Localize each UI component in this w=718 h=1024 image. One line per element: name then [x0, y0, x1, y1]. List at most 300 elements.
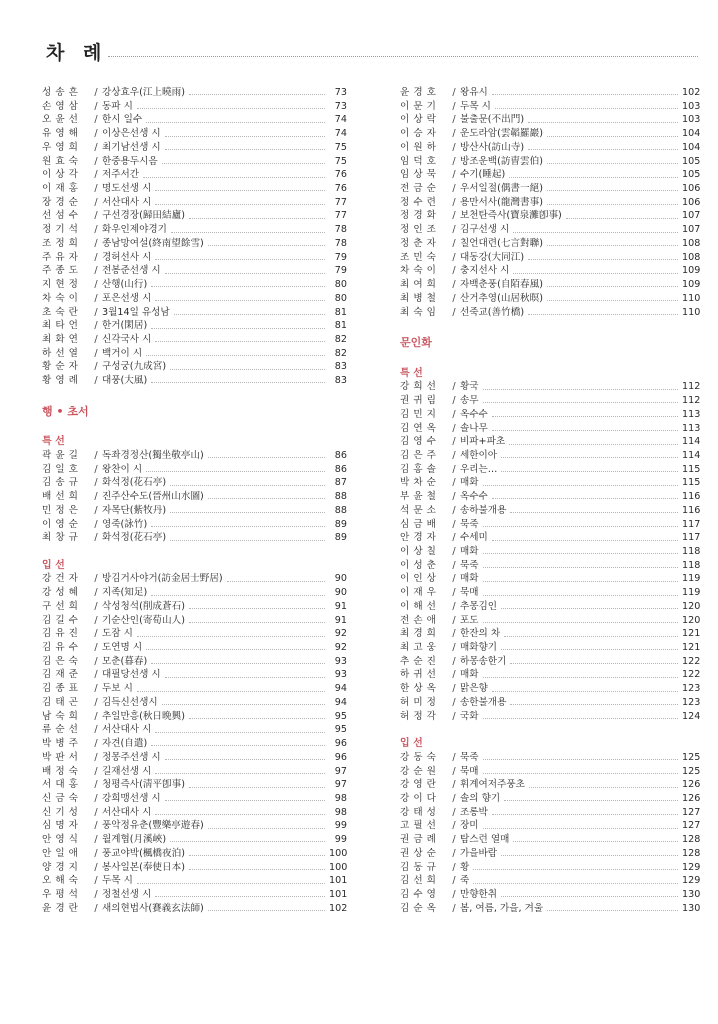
toc-entry	[400, 463, 700, 477]
dot-leader	[547, 190, 678, 191]
entry-artist-name: 최 경 희	[400, 628, 437, 640]
entry-separator: /	[94, 210, 98, 222]
entry-title: 영죽(詠竹)	[102, 518, 148, 530]
entry-separator: /	[94, 155, 98, 167]
entry-page-number: 120	[682, 614, 701, 626]
entry-page-number: 125	[682, 751, 701, 763]
toc-entry	[42, 141, 347, 155]
entry-artist-name: 허 정 각	[400, 710, 437, 722]
entry-page-number: 127	[682, 820, 701, 832]
entry-separator: /	[94, 806, 98, 818]
entry-page-number: 83	[334, 361, 347, 373]
entry-page-number: 107	[682, 210, 701, 222]
entry-artist-name: 김 민 지	[400, 408, 437, 420]
toc-entry	[42, 113, 347, 127]
dot-leader	[155, 204, 325, 205]
entry-title: 탐스런 열매	[460, 834, 510, 846]
entry-artist-name: 최 병 철	[400, 292, 437, 304]
entry-artist-name: 하 귀 선	[400, 669, 437, 681]
entry-title: 휘계여저주풍초	[460, 779, 525, 791]
toc-entry	[400, 422, 700, 436]
toc-entry	[42, 819, 347, 833]
entry-page-number: 123	[682, 696, 701, 708]
entry-title: 자견(自遣)	[102, 738, 148, 750]
dot-leader	[566, 218, 678, 219]
entry-separator: /	[452, 436, 456, 448]
entry-artist-name: 강 영 란	[400, 779, 437, 791]
entry-separator: /	[94, 655, 98, 667]
entry-separator: /	[94, 587, 98, 599]
toc-entry	[42, 347, 347, 361]
toc-entry	[42, 196, 347, 210]
toc-entry	[400, 113, 700, 127]
dot-leader	[155, 341, 325, 342]
entry-separator: /	[452, 491, 456, 503]
entry-page-number: 81	[334, 320, 347, 332]
entry-title: 한잔의 차	[460, 628, 501, 640]
entry-page-number: 90	[334, 573, 347, 585]
dot-leader	[547, 163, 678, 164]
entry-title: 두목 시	[460, 100, 491, 112]
entry-title: 길재선생 시	[102, 765, 152, 777]
category-heading: 행 • 초서	[42, 404, 89, 418]
entry-page-number: 118	[682, 546, 701, 557]
entry-separator: /	[452, 861, 456, 873]
dot-leader	[165, 273, 325, 274]
dot-leader	[509, 177, 678, 178]
dot-leader	[501, 855, 678, 856]
dot-leader	[483, 718, 678, 719]
entry-separator: /	[452, 710, 456, 722]
dot-leader	[165, 136, 325, 137]
entry-title: 불출문(不出門)	[460, 114, 525, 126]
entry-separator: /	[94, 600, 98, 612]
entry-separator: /	[452, 141, 456, 153]
toc-entry	[400, 86, 700, 100]
entry-separator: /	[94, 279, 98, 291]
entry-title: 송무	[460, 395, 479, 407]
dot-leader	[492, 814, 678, 815]
dot-leader	[483, 622, 678, 623]
toc-entry	[42, 223, 347, 237]
entry-title: 수세미	[460, 532, 488, 544]
entry-title: 묵죽	[460, 518, 479, 530]
entry-page-number: 112	[682, 395, 701, 407]
entry-page-number: 122	[682, 669, 701, 681]
entry-separator: /	[452, 306, 456, 318]
entry-page-number: 101	[329, 875, 348, 887]
entry-separator: /	[94, 183, 98, 195]
entry-artist-name: 강 희 선	[400, 381, 437, 393]
entry-title: 독좌경정산(獨坐敬亭山)	[102, 449, 204, 461]
dot-leader	[189, 218, 325, 219]
entry-separator: /	[452, 847, 456, 859]
entry-title: 자목단(紫牧丹)	[102, 504, 167, 516]
entry-separator: /	[452, 463, 456, 475]
toc-entry	[42, 696, 347, 710]
entry-artist-name: 이 성 춘	[400, 559, 437, 571]
toc-entry	[400, 264, 700, 278]
entry-separator: /	[452, 820, 456, 832]
entry-page-number: 110	[682, 292, 701, 304]
entry-page-number: 94	[334, 696, 347, 708]
entry-title: 강희맹선생 시	[102, 792, 161, 804]
entry-title: 한시 일수	[102, 114, 143, 126]
toc-entry	[42, 168, 347, 182]
entry-artist-name: 장 경 순	[42, 196, 79, 208]
entry-title: 묵죽	[460, 559, 479, 571]
entry-page-number: 104	[682, 128, 701, 140]
entry-page-number: 120	[682, 600, 701, 612]
toc-entry	[42, 251, 347, 265]
dot-leader	[189, 622, 325, 623]
toc-entry	[400, 380, 700, 394]
dot-leader	[165, 800, 325, 801]
entry-separator: /	[94, 792, 98, 804]
entry-title: 포도	[460, 614, 479, 626]
entry-separator: /	[94, 614, 98, 626]
toc-entry	[400, 100, 700, 114]
entry-separator: /	[452, 292, 456, 304]
entry-separator: /	[94, 292, 98, 304]
toc-entry	[400, 141, 700, 155]
toc-entry	[42, 778, 347, 792]
entry-page-number: 73	[334, 100, 347, 112]
entry-artist-name: 전 손 애	[400, 614, 437, 626]
entry-separator: /	[94, 765, 98, 777]
entry-page-number: 93	[334, 669, 347, 681]
entry-artist-name: 박 병 주	[42, 738, 79, 750]
entry-separator: /	[452, 614, 456, 626]
entry-separator: /	[94, 532, 98, 544]
entry-title: 운도라암(雲韜羅巖)	[460, 128, 543, 140]
entry-page-number: 116	[682, 504, 701, 516]
dot-leader	[151, 328, 325, 329]
entry-separator: /	[94, 642, 98, 654]
toc-entry	[400, 765, 700, 779]
toc-group	[400, 380, 700, 723]
entry-artist-name: 구 선 희	[42, 600, 79, 612]
toc-entry	[400, 394, 700, 408]
dot-leader	[504, 800, 678, 801]
dot-leader	[171, 232, 325, 233]
entry-page-number: 100	[329, 861, 348, 873]
entry-page-number: 103	[682, 114, 701, 126]
entry-title: 자백춘풍(自陌春風)	[460, 279, 543, 291]
entry-artist-name: 권 귀 림	[400, 395, 437, 407]
entry-title: 우서일절(偶書一絕)	[460, 183, 543, 195]
entry-page-number: 82	[334, 333, 347, 345]
entry-artist-name: 심 명 자	[42, 820, 79, 832]
entry-title: 봄, 여름, 가을, 겨울	[460, 902, 544, 914]
subsection-heading: 입 선	[42, 559, 65, 571]
entry-page-number: 96	[334, 751, 347, 763]
entry-title: 두목 시	[102, 875, 133, 887]
toc-entry	[400, 182, 700, 196]
entry-artist-name: 원 효 숙	[42, 155, 79, 167]
entry-page-number: 113	[682, 422, 701, 434]
dot-leader	[146, 649, 325, 650]
entry-separator: /	[94, 683, 98, 695]
dot-leader	[155, 732, 325, 733]
entry-artist-name: 이 영 순	[42, 518, 79, 530]
entry-page-number: 75	[334, 141, 347, 153]
entry-page-number: 92	[334, 642, 347, 654]
entry-title: 명도선생 시	[102, 183, 152, 195]
toc-entry	[42, 586, 347, 600]
entry-artist-name: 이 승 자	[400, 128, 437, 140]
entry-separator: /	[452, 395, 456, 407]
entry-title: 한거(閑居)	[102, 320, 148, 332]
entry-title: 황	[460, 861, 470, 873]
entry-artist-name: 배 선 희	[42, 491, 79, 503]
entry-page-number: 81	[334, 306, 347, 318]
entry-title: 도잠 시	[102, 628, 133, 640]
entry-page-number: 83	[334, 375, 347, 387]
entry-artist-name: 임 상 묵	[400, 169, 437, 181]
dot-leader	[483, 759, 678, 760]
entry-artist-name: 서 대 홍	[42, 779, 79, 791]
entry-page-number: 105	[682, 169, 701, 181]
entry-artist-name: 지 현 정	[42, 279, 79, 291]
entry-page-number: 76	[334, 169, 347, 181]
toc-entry	[400, 278, 700, 292]
entry-page-number: 89	[334, 532, 347, 544]
toc-entry	[42, 86, 347, 100]
toc-entry	[400, 251, 700, 265]
entry-title: 맑은향	[460, 683, 488, 695]
entry-page-number: 103	[682, 100, 701, 112]
entry-title: 경허선사 시	[102, 251, 152, 263]
dot-leader	[155, 814, 325, 815]
entry-artist-name: 주 유 자	[42, 251, 79, 263]
entry-page-number: 80	[334, 279, 347, 291]
entry-separator: /	[452, 765, 456, 777]
entry-artist-name: 허 미 정	[400, 696, 437, 708]
entry-separator: /	[452, 237, 456, 249]
dot-leader	[208, 828, 325, 829]
dot-leader	[547, 286, 678, 287]
entry-artist-name: 이 상 락	[400, 114, 437, 126]
entry-separator: /	[452, 875, 456, 887]
entry-title: 옥수수	[460, 408, 488, 420]
dot-leader	[146, 471, 325, 472]
toc-entry	[400, 833, 700, 847]
entry-page-number: 77	[334, 210, 347, 222]
toc-entry	[400, 847, 700, 861]
entry-artist-name: 김 연 옥	[400, 422, 437, 434]
entry-artist-name: 양 경 지	[42, 861, 79, 873]
entry-separator: /	[452, 210, 456, 222]
toc-entry	[42, 668, 347, 682]
entry-separator: /	[452, 600, 456, 612]
entry-page-number: 124	[682, 710, 701, 722]
entry-separator: /	[452, 114, 456, 126]
entry-page-number: 116	[682, 491, 701, 503]
entry-artist-name: 민 정 은	[42, 504, 79, 516]
dot-leader	[513, 841, 678, 842]
entry-artist-name: 강 성 혜	[42, 587, 79, 599]
entry-title: 산거추영(山居秋暝)	[460, 292, 543, 304]
toc-entry	[400, 902, 700, 916]
entry-separator: /	[94, 875, 98, 887]
toc-entry	[400, 710, 700, 724]
toc-entry	[400, 586, 700, 600]
entry-page-number: 78	[334, 224, 347, 236]
entry-artist-name: 한 상 옥	[400, 683, 437, 695]
entry-title: 정몽주선생 시	[102, 751, 161, 763]
entry-title: 매화	[460, 477, 479, 489]
entry-artist-name: 권 상 순	[400, 847, 437, 859]
entry-page-number: 99	[334, 834, 347, 846]
dot-leader	[170, 512, 325, 513]
entry-page-number: 104	[682, 141, 701, 153]
toc-entry	[42, 627, 347, 641]
entry-separator: /	[452, 128, 456, 140]
entry-separator: /	[452, 806, 456, 818]
dot-leader	[483, 581, 678, 582]
entry-title: 옥수수	[460, 491, 488, 503]
entry-page-number: 86	[334, 449, 347, 461]
entry-page-number: 130	[682, 902, 701, 914]
toc-entry	[42, 874, 347, 888]
page-title: 차 례	[46, 42, 108, 64]
dot-leader	[162, 704, 325, 705]
entry-separator: /	[452, 504, 456, 516]
toc-entry	[42, 504, 347, 518]
entry-title: 선죽교(善竹橋)	[460, 306, 525, 318]
toc-entry	[400, 449, 700, 463]
entry-title: 3월14일 유성남	[102, 306, 170, 318]
entry-title: 솔의 향기	[460, 792, 501, 804]
toc-entry	[42, 360, 347, 374]
entry-separator: /	[452, 381, 456, 393]
entry-title: 국화	[460, 710, 479, 722]
entry-artist-name: 김 홍 솔	[400, 463, 437, 475]
entry-title: 풍교야박(楓橋夜泊)	[102, 847, 185, 859]
entry-page-number: 118	[682, 559, 701, 571]
entry-title: 한중용두시음	[102, 155, 158, 167]
dot-leader	[137, 636, 325, 637]
dot-leader	[208, 498, 325, 499]
dot-leader	[528, 314, 678, 315]
dot-leader	[483, 553, 678, 554]
entry-title: 보천탄즉사(寶泉灘卽事)	[460, 210, 562, 222]
entry-title: 청평즉사(淸平卽事)	[102, 779, 185, 791]
entry-page-number: 125	[682, 765, 701, 777]
entry-separator: /	[94, 779, 98, 791]
entry-title: 추몽김인	[460, 600, 498, 612]
entry-page-number: 79	[334, 251, 347, 263]
entry-page-number: 74	[334, 114, 347, 126]
entry-artist-name: 남 숙 희	[42, 710, 79, 722]
dot-leader	[504, 636, 678, 637]
entry-separator: /	[94, 449, 98, 461]
dot-leader	[547, 204, 678, 205]
entry-separator: /	[94, 710, 98, 722]
toc-entry	[42, 655, 347, 669]
toc-entry	[42, 319, 347, 333]
dot-leader	[528, 122, 678, 123]
entry-title: 솔나무	[460, 422, 488, 434]
dot-leader	[510, 663, 678, 664]
entry-page-number: 91	[334, 614, 347, 626]
entry-artist-name: 선 섬 수	[42, 210, 79, 222]
entry-page-number: 114	[682, 436, 701, 448]
entry-page-number: 127	[682, 806, 701, 818]
entry-title: 서산대사 시	[102, 806, 152, 818]
entry-separator: /	[94, 847, 98, 859]
dot-leader	[143, 177, 325, 178]
entry-artist-name: 초 숙 란	[42, 306, 79, 318]
entry-separator: /	[452, 546, 456, 557]
toc-entry	[400, 655, 700, 669]
entry-artist-name: 안 일 애	[42, 847, 79, 859]
entry-title: 서산대사 시	[102, 724, 152, 736]
dot-leader	[227, 581, 325, 582]
entry-separator: /	[94, 751, 98, 763]
entry-artist-name: 추 순 진	[400, 655, 437, 667]
dot-leader	[547, 910, 678, 911]
entry-artist-name: 배 정 숙	[42, 765, 79, 777]
toc-entry	[400, 155, 700, 169]
entry-page-number: 107	[682, 224, 701, 236]
entry-separator: /	[94, 518, 98, 530]
toc-entry	[42, 237, 347, 251]
dot-leader	[492, 691, 678, 692]
entry-separator: /	[452, 751, 456, 763]
entry-title: 묵매	[460, 587, 479, 599]
entry-page-number: 106	[682, 196, 701, 208]
entry-title: 왕유시	[460, 87, 488, 98]
entry-artist-name: 정 춘 자	[400, 237, 437, 249]
dot-leader	[492, 540, 678, 541]
entry-title: 정철선생 시	[102, 888, 152, 900]
entry-page-number: 129	[682, 861, 701, 873]
toc-entry	[42, 374, 347, 388]
entry-separator: /	[94, 114, 98, 126]
entry-separator: /	[452, 477, 456, 489]
toc-entry	[42, 306, 347, 320]
toc-entry	[42, 723, 347, 737]
entry-artist-name: 김 태 곤	[42, 696, 79, 708]
dot-leader	[473, 869, 678, 870]
entry-separator: /	[452, 888, 456, 900]
entry-title: 묵매	[460, 765, 479, 777]
entry-artist-name: 하 선 열	[42, 347, 79, 359]
entry-page-number: 79	[334, 265, 347, 277]
dot-leader	[151, 663, 325, 664]
dot-leader	[155, 300, 325, 301]
entry-title: 방산사(訪山寺)	[460, 141, 525, 153]
dot-leader	[509, 444, 678, 445]
toc-entry	[42, 765, 347, 779]
entry-artist-name: 강 동 숙	[400, 751, 437, 763]
dot-leader	[513, 273, 678, 274]
entry-title: 산행(山行)	[102, 279, 148, 291]
dot-leader	[155, 259, 325, 260]
toc-entry	[400, 292, 700, 306]
entry-page-number: 96	[334, 738, 347, 750]
entry-artist-name: 이 재 홍	[42, 183, 79, 195]
entry-separator: /	[452, 196, 456, 208]
entry-artist-name: 이 인 상	[400, 573, 437, 585]
toc-entry	[42, 182, 347, 196]
entry-separator: /	[94, 347, 98, 359]
entry-separator: /	[452, 408, 456, 420]
entry-title: 송하불개용	[460, 504, 507, 516]
entry-page-number: 87	[334, 477, 347, 489]
